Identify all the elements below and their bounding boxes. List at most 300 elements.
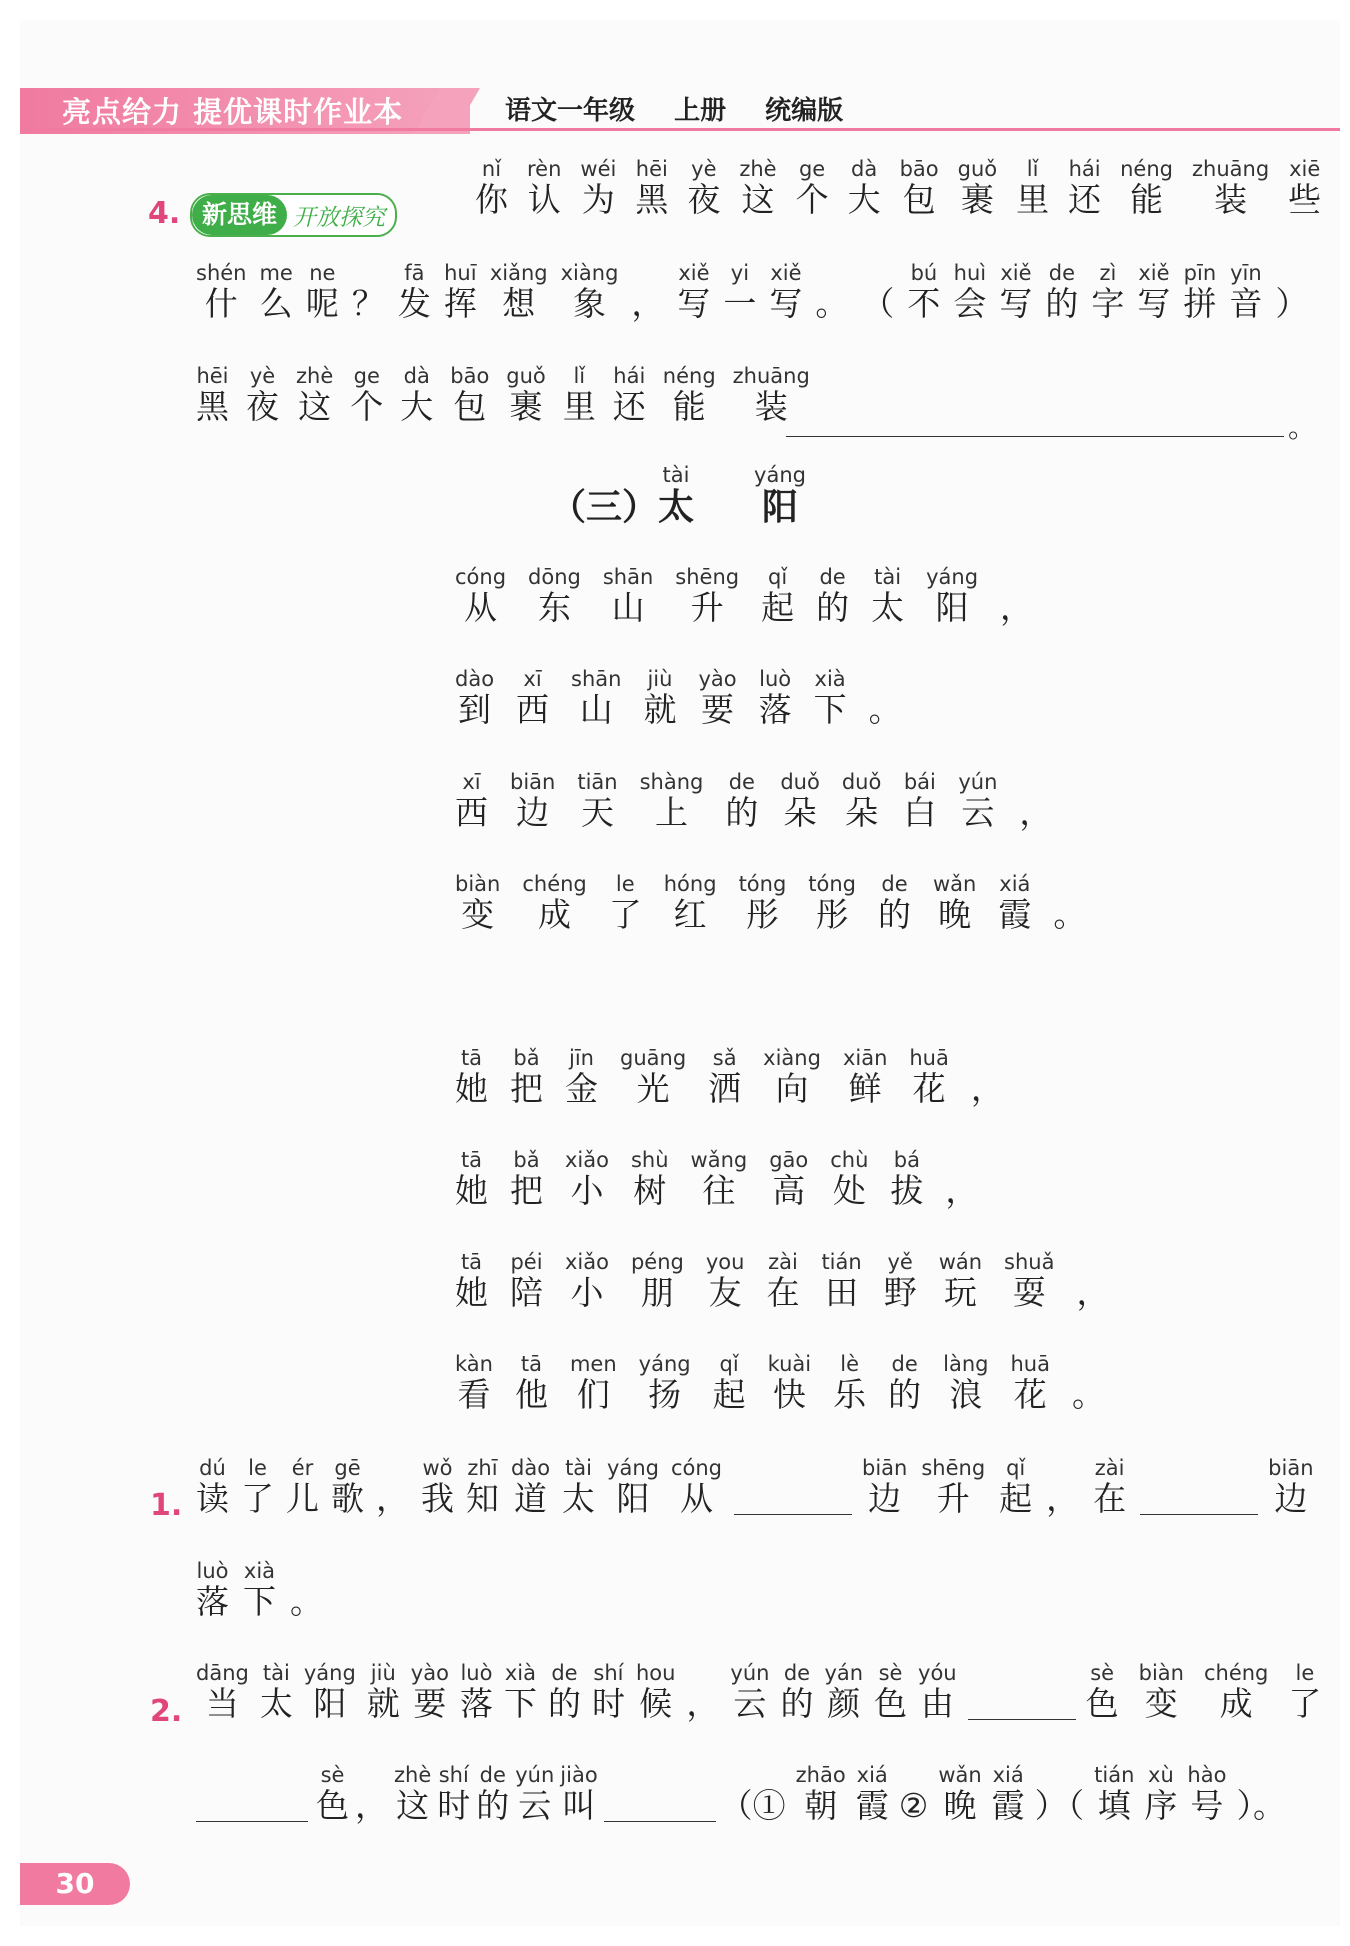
hanzi-with-pinyin	[815, 284, 848, 323]
hanzi-with-pinyin	[705, 1250, 745, 1312]
hanzi: 光	[620, 1069, 687, 1108]
volume-label: 上册	[674, 96, 727, 126]
pinyin: yào	[410, 1661, 449, 1685]
pinyin: yún	[515, 1763, 555, 1787]
hanzi-with-pinyin	[259, 1661, 293, 1723]
hanzi-with-pinyin	[635, 1661, 676, 1723]
hanzi: 云	[958, 793, 998, 832]
hanzi: ）（	[1034, 1786, 1085, 1825]
pinyin: dào	[455, 667, 495, 691]
hanzi-with-pinyin	[1137, 261, 1171, 323]
hanzi-with-pinyin	[1000, 588, 1033, 627]
hanzi: 鲜	[842, 1069, 888, 1108]
pinyin: hào	[1187, 1763, 1227, 1787]
hanzi-with-pinyin	[899, 157, 939, 219]
hanzi: 升	[675, 588, 740, 627]
hanzi: ，	[376, 1479, 409, 1518]
pinyin: wán	[938, 1250, 983, 1274]
pinyin: xià	[243, 1559, 276, 1583]
pinyin: hou	[635, 1661, 676, 1685]
hanzi-with-pinyin	[580, 157, 617, 219]
hanzi-with-pinyin	[639, 770, 704, 832]
hanzi: 由	[918, 1684, 957, 1723]
hanzi: 往	[690, 1171, 748, 1210]
hanzi-with-pinyin	[874, 1661, 908, 1723]
hanzi: 包	[899, 180, 939, 219]
hanzi: 太	[871, 588, 905, 627]
hanzi: 象	[560, 284, 619, 323]
pinyin: hóng	[663, 872, 717, 896]
hanzi: 朵	[780, 793, 820, 832]
hanzi-with-pinyin	[869, 690, 902, 729]
pinyin: néng	[1120, 157, 1173, 181]
hanzi-with-pinyin	[1019, 793, 1052, 832]
q4-answer-blank[interactable]	[786, 408, 1284, 437]
hanzi: 时	[591, 1684, 625, 1723]
hanzi-with-pinyin	[571, 667, 622, 729]
hanzi: 上	[639, 793, 704, 832]
hanzi-with-pinyin	[607, 1456, 659, 1518]
hanzi-with-pinyin	[602, 565, 654, 627]
pinyin: yún	[730, 1661, 770, 1685]
hanzi: 金	[565, 1069, 598, 1108]
pinyin: de	[878, 872, 911, 896]
hanzi: 霞	[855, 1786, 889, 1825]
hanzi-with-pinyin	[945, 1171, 978, 1210]
hanzi: 个	[795, 180, 829, 219]
pinyin: yán	[824, 1661, 864, 1685]
hanzi: 山	[571, 690, 622, 729]
hanzi-with-pinyin	[953, 261, 987, 323]
hanzi: 为	[580, 180, 617, 219]
hanzi: 起	[761, 588, 795, 627]
hanzi-with-pinyin	[708, 1046, 742, 1108]
q2-blank-2[interactable]	[196, 1793, 308, 1822]
pinyin: biān	[862, 1456, 908, 1480]
hanzi: 写	[769, 284, 803, 323]
hanzi: （	[861, 284, 895, 323]
pinyin: yóu	[918, 1661, 957, 1685]
pinyin: wǎn	[938, 1763, 982, 1787]
hanzi-with-pinyin	[971, 1069, 1004, 1108]
hanzi: 西	[516, 690, 550, 729]
hanzi: 能	[662, 387, 716, 426]
hanzi-with-pinyin	[1091, 261, 1125, 323]
hanzi: 。	[1071, 1375, 1105, 1414]
hanzi-with-pinyin	[767, 1352, 812, 1414]
pinyin: chéng	[1203, 1661, 1269, 1685]
hanzi: 成	[522, 895, 587, 934]
pinyin: de	[780, 1661, 814, 1685]
hanzi: 里	[1016, 180, 1050, 219]
hanzi: 到	[455, 690, 495, 729]
pinyin: tài	[658, 463, 695, 487]
hanzi-with-pinyin	[761, 565, 795, 627]
hanzi: 彤	[808, 895, 856, 934]
hanzi-with-pinyin	[758, 667, 792, 729]
hanzi: 你	[475, 180, 508, 219]
hanzi-with-pinyin	[909, 1046, 949, 1108]
pinyin: yáng	[303, 1661, 356, 1685]
hanzi-with-pinyin	[883, 1250, 917, 1312]
hanzi-with-pinyin	[1085, 1661, 1119, 1723]
pinyin: shēng	[921, 1456, 986, 1480]
hanzi-with-pinyin	[630, 1250, 684, 1312]
q4-answer-end: 。	[1288, 411, 1317, 444]
pinyin: xiǎng	[489, 261, 548, 285]
pinyin: wéi	[580, 157, 617, 181]
pinyin: pīn	[1183, 261, 1217, 285]
pinyin: chù	[830, 1148, 869, 1172]
hanzi: 晚	[938, 1786, 982, 1825]
pinyin: jiù	[366, 1661, 400, 1685]
hanzi-with-pinyin	[899, 1786, 929, 1825]
hanzi-with-pinyin	[698, 667, 737, 729]
pinyin: xiǎo	[565, 1148, 609, 1172]
pinyin: nǐ	[475, 157, 508, 181]
hanzi-with-pinyin	[421, 1456, 454, 1518]
hanzi: 花	[1010, 1375, 1050, 1414]
hanzi: 叫	[560, 1786, 598, 1825]
hanzi: 就	[366, 1684, 400, 1723]
hanzi-with-pinyin	[712, 1352, 746, 1414]
hanzi: ，	[1046, 1479, 1080, 1518]
pinyin: yáng	[607, 1456, 659, 1480]
pinyin: de	[476, 1763, 510, 1787]
hanzi-with-pinyin	[612, 364, 646, 426]
q1-line-1	[196, 1456, 1324, 1518]
q2-blank-3[interactable]	[604, 1793, 716, 1822]
hanzi-with-pinyin	[516, 667, 550, 729]
hanzi-with-pinyin	[1016, 157, 1050, 219]
pinyin: yún	[958, 770, 998, 794]
q1-blank-1[interactable]	[734, 1486, 852, 1515]
q4-line-2	[196, 261, 1321, 323]
pinyin: péng	[630, 1250, 684, 1274]
hanzi-with-pinyin	[350, 364, 384, 426]
hanzi: 田	[821, 1273, 862, 1312]
subject-label: 语文一年级	[505, 96, 636, 126]
hanzi: 这	[739, 180, 777, 219]
hanzi-with-pinyin	[754, 463, 806, 528]
hanzi: 还	[1068, 180, 1102, 219]
hanzi: 小	[565, 1273, 609, 1312]
pinyin: xiá	[991, 1763, 1025, 1787]
hanzi-with-pinyin	[662, 364, 716, 426]
hanzi-with-pinyin	[921, 1456, 986, 1518]
hanzi-with-pinyin	[795, 157, 829, 219]
hanzi-with-pinyin	[999, 261, 1033, 323]
hanzi: 的	[780, 1684, 814, 1723]
hanzi-with-pinyin	[1035, 1786, 1085, 1825]
hanzi-with-pinyin	[196, 364, 229, 426]
pinyin: bái	[903, 770, 937, 794]
pinyin: jiào	[560, 1763, 598, 1787]
pinyin: xiě	[769, 261, 803, 285]
hanzi-with-pinyin	[514, 1352, 548, 1414]
hanzi-with-pinyin	[410, 1661, 449, 1723]
hanzi-with-pinyin	[769, 261, 803, 323]
hanzi-with-pinyin	[1268, 1456, 1314, 1518]
hanzi: 歌	[331, 1479, 364, 1518]
hanzi: 的	[476, 1786, 510, 1825]
hanzi: ？	[351, 284, 385, 323]
hanzi: 树	[630, 1171, 669, 1210]
pinyin: de	[1045, 261, 1079, 285]
hanzi: 夜	[687, 180, 721, 219]
pinyin: làng	[943, 1352, 989, 1376]
hanzi: 想	[489, 284, 548, 323]
hanzi-with-pinyin	[565, 1148, 609, 1210]
hanzi: 下	[813, 690, 847, 729]
pinyin: huī	[443, 261, 477, 285]
hanzi-with-pinyin	[366, 1661, 400, 1723]
hanzi: 边	[862, 1479, 908, 1518]
pinyin: duǒ	[841, 770, 882, 794]
pinyin: bǎ	[510, 1046, 543, 1070]
hanzi: 变	[1138, 1684, 1184, 1723]
hanzi-with-pinyin	[631, 284, 664, 323]
hanzi: 个	[350, 387, 384, 426]
pinyin: rèn	[527, 157, 562, 181]
hanzi: 裹	[957, 180, 998, 219]
hanzi-with-pinyin	[675, 565, 740, 627]
hanzi-with-pinyin	[510, 1046, 543, 1108]
pinyin: huā	[909, 1046, 949, 1070]
hanzi: 拼	[1183, 284, 1217, 323]
hanzi: 大	[847, 180, 881, 219]
hanzi-with-pinyin	[833, 1352, 867, 1414]
pinyin: hái	[612, 364, 646, 388]
pinyin: tài	[259, 1661, 293, 1685]
q2-part-4	[719, 1763, 1296, 1825]
poem-line-8	[455, 1352, 1127, 1414]
hanzi: 发	[397, 284, 431, 323]
pinyin: wǎn	[933, 872, 977, 896]
hanzi-with-pinyin	[620, 1046, 687, 1108]
hanzi-with-pinyin	[246, 364, 279, 426]
pinyin: men	[569, 1352, 617, 1376]
hanzi-with-pinyin	[522, 872, 587, 934]
pinyin: hēi	[196, 364, 229, 388]
hanzi: 黑	[196, 387, 229, 426]
pinyin: bāo	[450, 364, 490, 388]
hanzi-with-pinyin	[841, 770, 882, 832]
hanzi-with-pinyin	[938, 1763, 982, 1825]
pinyin: zài	[1093, 1456, 1127, 1480]
hanzi: ②	[898, 1786, 929, 1825]
hanzi: 写	[1137, 284, 1171, 323]
hanzi-with-pinyin	[720, 1786, 786, 1825]
hanzi: 拔	[890, 1171, 924, 1210]
hanzi-with-pinyin	[723, 261, 757, 323]
hanzi-with-pinyin	[677, 261, 711, 323]
hanzi-with-pinyin	[958, 770, 998, 832]
hanzi-with-pinyin	[577, 770, 618, 832]
hanzi: 山	[602, 588, 654, 627]
badge-main: 新思维	[192, 195, 287, 235]
hanzi-with-pinyin	[547, 1661, 581, 1723]
hanzi-with-pinyin	[352, 284, 385, 323]
hanzi-with-pinyin	[503, 1661, 537, 1723]
pinyin: huā	[1010, 1352, 1050, 1376]
hanzi-with-pinyin	[1138, 1661, 1184, 1723]
hanzi-with-pinyin	[290, 1582, 323, 1621]
pinyin: guāng	[620, 1046, 687, 1070]
hanzi: 落	[758, 690, 792, 729]
hanzi: 什	[196, 284, 247, 323]
pinyin: fā	[397, 261, 431, 285]
hanzi: 看	[455, 1375, 493, 1414]
hanzi-with-pinyin	[769, 1148, 809, 1210]
hanzi-with-pinyin	[766, 1250, 800, 1312]
hanzi: 她	[455, 1273, 488, 1312]
hanzi-with-pinyin	[730, 1661, 770, 1723]
hanzi-with-pinyin	[562, 1456, 596, 1518]
pinyin: xià	[813, 667, 847, 691]
hanzi-with-pinyin	[1203, 1661, 1269, 1723]
pinyin: néng	[662, 364, 716, 388]
hanzi: ，	[686, 1684, 720, 1723]
hanzi-with-pinyin	[670, 1456, 723, 1518]
pinyin: ge	[350, 364, 384, 388]
pinyin: qǐ	[712, 1352, 746, 1376]
hanzi: 变	[455, 895, 501, 934]
pinyin: xiān	[842, 1046, 888, 1070]
hanzi: 太	[562, 1479, 596, 1518]
hanzi: 写	[677, 284, 711, 323]
hanzi-with-pinyin	[455, 872, 501, 934]
pinyin: wǎng	[690, 1148, 748, 1172]
hanzi-with-pinyin	[394, 1763, 432, 1825]
hanzi: 霞	[998, 895, 1032, 934]
hanzi-with-pinyin	[1183, 261, 1217, 323]
hanzi-with-pinyin	[527, 157, 562, 219]
q1-part-1	[196, 1456, 734, 1518]
pinyin: zhuāng	[1192, 157, 1270, 181]
hanzi-with-pinyin	[565, 1046, 598, 1108]
hanzi: 阳	[926, 588, 979, 627]
hanzi: 把	[510, 1069, 543, 1108]
hanzi-with-pinyin	[871, 565, 905, 627]
pinyin: xiǎo	[565, 1250, 609, 1274]
hanzi-with-pinyin	[259, 261, 293, 323]
hanzi-with-pinyin	[1010, 1352, 1050, 1414]
hanzi-with-pinyin	[437, 1763, 471, 1825]
q2-blank-1[interactable]	[968, 1691, 1076, 1720]
hanzi: 。	[868, 690, 902, 729]
hanzi: 东	[528, 588, 581, 627]
pinyin: tā	[514, 1352, 548, 1376]
hanzi: 知	[466, 1479, 499, 1518]
hanzi-with-pinyin	[1046, 1479, 1079, 1518]
hanzi-with-pinyin	[926, 565, 979, 627]
hanzi-with-pinyin	[196, 261, 247, 323]
pinyin: biān	[1268, 1456, 1314, 1480]
hanzi-with-pinyin	[475, 157, 508, 219]
hanzi: 道	[511, 1479, 551, 1518]
pinyin: xiàng	[763, 1046, 821, 1070]
hanzi: 的	[1045, 284, 1079, 323]
pinyin: de	[888, 1352, 922, 1376]
pinyin: hēi	[635, 157, 669, 181]
hanzi: 裹	[506, 387, 546, 426]
pinyin: jīn	[565, 1046, 598, 1070]
edition-label: 统编版	[765, 96, 844, 126]
hanzi: 一	[723, 284, 757, 323]
hanzi: 候	[635, 1684, 676, 1723]
pinyin: lǐ	[562, 364, 596, 388]
hanzi-with-pinyin	[511, 1456, 551, 1518]
hanzi: 。	[1053, 895, 1087, 934]
hanzi-with-pinyin	[397, 261, 431, 323]
hanzi-with-pinyin	[998, 872, 1032, 934]
pinyin: yáng	[926, 565, 979, 589]
hanzi: 彤	[738, 895, 787, 934]
pinyin: shān	[571, 667, 622, 691]
poem-line-4	[455, 872, 1108, 934]
hanzi: 填	[1094, 1786, 1135, 1825]
pinyin: chéng	[522, 872, 587, 896]
pinyin: zhè	[296, 364, 334, 388]
pinyin: de	[816, 565, 850, 589]
hanzi: 太	[658, 486, 695, 528]
hanzi: 扬	[638, 1375, 691, 1414]
pinyin: lè	[833, 1352, 867, 1376]
hanzi: （①	[719, 1786, 786, 1825]
hanzi: ）	[1275, 284, 1309, 323]
hanzi-with-pinyin	[739, 157, 777, 219]
hanzi-with-pinyin	[459, 1661, 493, 1723]
hanzi: 们	[569, 1375, 617, 1414]
hanzi: 洒	[708, 1069, 742, 1108]
hanzi: 装	[732, 387, 810, 426]
pinyin: bāo	[899, 157, 939, 181]
pinyin: dà	[847, 157, 881, 181]
hanzi: 的	[888, 1375, 922, 1414]
hanzi: 阳	[607, 1479, 659, 1518]
hanzi-with-pinyin	[903, 770, 937, 832]
hanzi: 音	[1229, 284, 1263, 323]
hanzi: 。	[290, 1582, 323, 1621]
hanzi: 了	[608, 895, 642, 934]
hanzi: 起	[712, 1375, 746, 1414]
pinyin: tā	[455, 1148, 488, 1172]
pinyin: biàn	[1138, 1661, 1184, 1685]
hanzi-with-pinyin	[816, 565, 850, 627]
hanzi: 快	[767, 1375, 812, 1414]
q1-blank-2[interactable]	[1140, 1486, 1258, 1515]
pinyin: shí	[437, 1763, 471, 1787]
pinyin: zhī	[466, 1456, 499, 1480]
hanzi: 朵	[841, 793, 882, 832]
hanzi: 西	[455, 793, 488, 832]
hanzi-with-pinyin	[303, 1661, 356, 1723]
pinyin: bá	[890, 1148, 924, 1172]
hanzi-with-pinyin	[455, 667, 495, 729]
hanzi-with-pinyin	[455, 1352, 493, 1414]
hanzi: 字	[1091, 284, 1125, 323]
hanzi-with-pinyin	[1045, 261, 1079, 323]
hanzi: ，	[355, 1786, 388, 1825]
hanzi-with-pinyin	[1053, 895, 1086, 934]
hanzi: 朝	[795, 1786, 846, 1825]
hanzi-with-pinyin	[1288, 1661, 1322, 1723]
hanzi-with-pinyin	[821, 1250, 862, 1312]
hanzi: ，	[945, 1171, 979, 1210]
hanzi: 在	[1093, 1479, 1127, 1518]
hanzi: 要	[410, 1684, 449, 1723]
